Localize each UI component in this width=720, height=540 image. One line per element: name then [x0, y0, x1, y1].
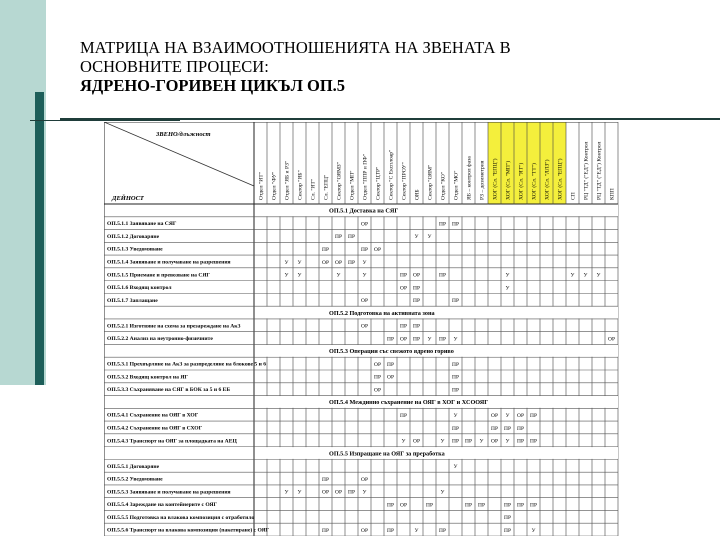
matrix-cell-value: У — [505, 285, 510, 292]
title-line-1: МАТРИЦА НА ВЗАИМООТНОШЕНИЯТА НА ЗВЕНАТА В — [80, 38, 511, 57]
decorative-strip-accent — [35, 92, 44, 385]
matrix-cell-value: ПР — [413, 298, 420, 305]
matrix-cell-value: ПР — [400, 323, 407, 330]
activity-label: ОП.5.4.3 Транспорт на ОЯГ за площадката на АЕЦ — [107, 438, 237, 445]
matrix-cell-value: ПР — [452, 425, 459, 432]
column-header: ХОГ (Сл. "МП") — [505, 160, 512, 200]
matrix-cell-value: ОР — [322, 259, 329, 266]
matrix-cell-value: У — [505, 412, 510, 419]
matrix-cell-value: ПР — [465, 438, 472, 445]
matrix-cell-value: У — [453, 464, 458, 471]
activity-label: ОП.5.5.1 Договаряне — [107, 463, 160, 470]
relationship-matrix — [104, 122, 636, 536]
matrix-cell-value: У — [427, 336, 432, 343]
matrix-cell-value: ПР — [491, 425, 498, 432]
matrix-cell-value: ПР — [530, 438, 537, 445]
matrix-cell-value: У — [453, 336, 458, 343]
activity-label: ОП.5.4.1 Съхранение на ОЯГ в ХОГ — [107, 412, 199, 419]
activity-label: ОП.5.1.7 Заплащане — [107, 297, 158, 304]
matrix-cell-value: ОР — [361, 323, 368, 330]
matrix-cell-value: ПР — [517, 438, 524, 445]
matrix-cell-value: У — [453, 412, 458, 419]
matrix-cell-value: ПР — [335, 234, 342, 241]
matrix-cell-value: У — [297, 259, 302, 266]
matrix-svg — [104, 122, 636, 536]
matrix-cell-value: ОР — [361, 527, 368, 534]
matrix-cell-value: ПР — [413, 336, 420, 343]
matrix-cell-value: У — [479, 438, 484, 445]
activity-label: ОП.5.1.1 Заявяване на СЯГ — [107, 221, 177, 228]
matrix-cell-value: У — [336, 272, 341, 279]
activity-label: ОП.5.3.3 Съхраняване на СЯГ в БОК за 5 и 6 ЕБ — [107, 387, 231, 394]
matrix-cell-value: ПР — [387, 502, 394, 509]
matrix-cell-value: ПР — [478, 502, 485, 509]
matrix-cell-value: ОР — [335, 489, 342, 496]
matrix-cell-value: У — [440, 438, 445, 445]
activity-label: ОП.5.1.3 Уведомяване — [107, 246, 163, 253]
matrix-cell-value: ОР — [400, 285, 407, 292]
matrix-cell-value: ПР — [439, 272, 446, 279]
matrix-cell-value: ПР — [387, 527, 394, 534]
matrix-cell-value: ОР — [400, 502, 407, 509]
activity-label: ОП.5.3.1 Прехвърляне на АкЗ за разпределяне на блокове 5 и 6 — [107, 361, 266, 368]
activity-label: ОП.5.5.3 Заявяване и получаване на разрешения — [107, 489, 231, 496]
activity-label: ОП.5.5.2 Уведомяване — [107, 476, 163, 483]
matrix-cell-value: ПР — [426, 502, 433, 509]
column-header: Отдел "ФУ" — [271, 171, 278, 200]
section-header: ОП.5.3 Операции със свежото ядрено гориво — [329, 348, 454, 356]
column-header: Сектор "ПРОУ" — [401, 162, 408, 200]
corner-label-activity: ДЕЙНОСТ — [112, 195, 144, 202]
matrix-cell-value: ПР — [322, 476, 329, 483]
matrix-cell-value: ПР — [413, 323, 420, 330]
column-header: Сектор "ОЯМЗ" — [336, 161, 343, 200]
column-header: ХОГ (Сл. "ЕПЦ") — [492, 158, 499, 200]
matrix-cell-value: ПР — [361, 246, 368, 253]
matrix-cell-value: ОР — [608, 336, 615, 343]
matrix-cell-value: У — [570, 272, 575, 279]
matrix-cell-value: ПР — [322, 246, 329, 253]
column-header: Сектор "ЯБ" — [297, 170, 304, 200]
activity-label: ОП.5.2.2 Анализ на неутронно-физичните — [107, 336, 213, 343]
matrix-cell-value: ПР — [348, 234, 355, 241]
matrix-cell-value: ПР — [387, 361, 394, 368]
matrix-cell-value: ПР — [387, 336, 394, 343]
activity-label: ОП.5.5.4 Зареждане на контейнерите с ОЯГ — [107, 502, 218, 509]
column-header: Сектор "ЦТР" — [375, 166, 382, 200]
activity-label: ОП.5.5.5 Подготовка на влакова композиция с отработило — [107, 514, 255, 521]
section-header: ОП.5.1 Доставка на СЯГ — [329, 207, 399, 215]
matrix-cell-value: ОР — [387, 374, 394, 381]
matrix-cell-value: ОР — [374, 387, 381, 394]
column-header: ХОГ (Сл. "ЕПЦ") — [557, 158, 564, 200]
matrix-cell-value: ПР — [348, 259, 355, 266]
activity-label: ОП.5.2.1 Изготвяне на схема за презареждане на АкЗ — [107, 323, 241, 330]
matrix-cell-value: ПР — [439, 336, 446, 343]
column-header: Сл. "ЯТ" — [310, 178, 317, 200]
column-header: Отдел "КО" — [440, 171, 447, 200]
matrix-cell-value: ПР — [439, 221, 446, 228]
matrix-cell-value: ПР — [452, 298, 459, 305]
matrix-cell-value: ОР — [374, 361, 381, 368]
matrix-cell-value: У — [583, 272, 588, 279]
matrix-cell-value: ПР — [504, 527, 511, 534]
matrix-cell-value: ПР — [504, 502, 511, 509]
matrix-cell-value: ПР — [452, 361, 459, 368]
matrix-cell-value: У — [362, 489, 367, 496]
matrix-cell-value: У — [505, 438, 510, 445]
matrix-cell-value: У — [414, 234, 419, 241]
column-header: РЗ – дозиметрия — [479, 160, 486, 200]
section-band — [255, 307, 618, 319]
column-header: ХОГ (Сл. "ТТ") — [531, 163, 538, 200]
column-header: Сектор "С Експлоар" — [388, 149, 395, 200]
matrix-cell-value: ОР — [322, 489, 329, 496]
matrix-cell-value: У — [362, 259, 367, 266]
column-header: РЦ "ТД" ("ЕД") Контрол — [583, 141, 590, 200]
column-header: СП — [570, 192, 577, 200]
matrix-cell-value: У — [427, 234, 432, 241]
section-header: ОП.5.5 Изпращане на ОЯГ за преработка — [329, 450, 445, 458]
matrix-cell-value: У — [284, 272, 289, 279]
column-header: ХОГ (Сл. "ЯТ") — [518, 162, 525, 200]
matrix-cell-value: ПР — [504, 515, 511, 522]
matrix-cell-value: ПР — [348, 489, 355, 496]
matrix-cell-value: ПР — [413, 285, 420, 292]
section-header: ОП.5.2 Подготовка на активната зона — [329, 309, 435, 317]
activity-label: ОП.5.5.6 Транспорт на влакова композиция (пакетиране) с ОЯГ — [107, 527, 270, 534]
activity-label: ОП.5.1.6 Входящ контрол — [107, 285, 172, 292]
column-header: Сл. "ЕПЦ" — [323, 174, 330, 200]
corner-label-unit: ЗВЕНО/длъжност — [156, 131, 211, 138]
matrix-cell-value: У — [531, 527, 536, 534]
matrix-cell-value: ОР — [413, 438, 420, 445]
title-divider-short — [30, 120, 180, 121]
column-header: ОЯБ — [414, 189, 421, 200]
matrix-cell-value: У — [440, 489, 445, 496]
matrix-cell-value: ПР — [452, 374, 459, 381]
matrix-cell-value: ПР — [452, 438, 459, 445]
column-header: Отдел "ППР и ПФ" — [362, 154, 369, 200]
matrix-cell-value: ОР — [374, 246, 381, 253]
section-band — [255, 205, 618, 217]
matrix-cell-value: ПР — [517, 425, 524, 432]
matrix-cell-value: ПР — [400, 272, 407, 279]
title-line-3: ЯДРЕНО-ГОРИВЕН ЦИКЪЛ ОП.5 — [80, 76, 346, 95]
activity-label: ОП.5.1.5 Приемане и превозване на СЯГ — [107, 272, 210, 279]
column-header: Сектор "ОЯМ" — [427, 164, 434, 200]
column-header: КПП — [609, 188, 616, 200]
matrix-cell-value: ПР — [452, 387, 459, 394]
matrix-cell-value: ОР — [413, 272, 420, 279]
column-header: Отдел "МО" — [453, 170, 460, 200]
matrix-cell-value: ОР — [517, 412, 524, 419]
matrix-cell-value: ОР — [335, 259, 342, 266]
column-header: РЦ "ТД" ("ЕД") Контрол — [596, 141, 603, 200]
column-header: Отдел "ЯБ и РЗ" — [284, 160, 291, 200]
matrix-cell-value: У — [297, 272, 302, 279]
matrix-cell-value: ОР — [400, 336, 407, 343]
matrix-cell-value: ПР — [465, 502, 472, 509]
matrix-cell-value: ПР — [322, 527, 329, 534]
activity-label: ОП.5.4.2 Съхранение на ОЯГ в СХОГ — [107, 425, 203, 432]
matrix-cell-value: ПР — [517, 502, 524, 509]
matrix-cell-value: У — [362, 272, 367, 279]
matrix-cell-value: У — [505, 272, 510, 279]
title-line-2: ОСНОВНИТЕ ПРОЦЕСИ: — [80, 57, 269, 76]
matrix-cell-value: ПР — [530, 412, 537, 419]
column-header: ЯБ – контрол фаза — [466, 156, 473, 200]
matrix-cell-value: ОР — [491, 412, 498, 419]
matrix-cell-value: ОР — [361, 221, 368, 228]
matrix-cell-value: ПР — [504, 425, 511, 432]
activity-label: ОП.5.1.4 Заявяване и получаване на разрешения — [107, 259, 231, 266]
matrix-cell-value: ПР — [400, 412, 407, 419]
matrix-cell-value: ПР — [530, 502, 537, 509]
matrix-cell-value: ОР — [361, 476, 368, 483]
matrix-cell-value: ОР — [361, 298, 368, 305]
activity-label: ОП.5.1.2 Договаряне — [107, 233, 160, 240]
matrix-cell-value: У — [297, 489, 302, 496]
matrix-cell-value: У — [596, 272, 601, 279]
matrix-cell-value: У — [284, 489, 289, 496]
matrix-cell-value: ОР — [491, 438, 498, 445]
slide-title — [80, 38, 511, 95]
activity-label: ОП.5.3.2 Входящ контрол на ЯГ — [107, 374, 188, 381]
column-header: Отдел "МП" — [349, 170, 356, 200]
section-header: ОП.5.4 Междинно съхранение на ОЯГ в ХОГ и ХСООЯГ — [329, 399, 489, 407]
matrix-cell-value: У — [414, 527, 419, 534]
matrix-cell-value: ПР — [452, 221, 459, 228]
matrix-cell-value: У — [401, 438, 406, 445]
column-header: Отдел "ИТ" — [258, 172, 265, 200]
column-header: ХОГ (Сл. "ЛЛЗ") — [544, 159, 551, 200]
matrix-cell-value: ПР — [374, 374, 381, 381]
matrix-cell-value: ПР — [439, 527, 446, 534]
matrix-cell-value: У — [284, 259, 289, 266]
